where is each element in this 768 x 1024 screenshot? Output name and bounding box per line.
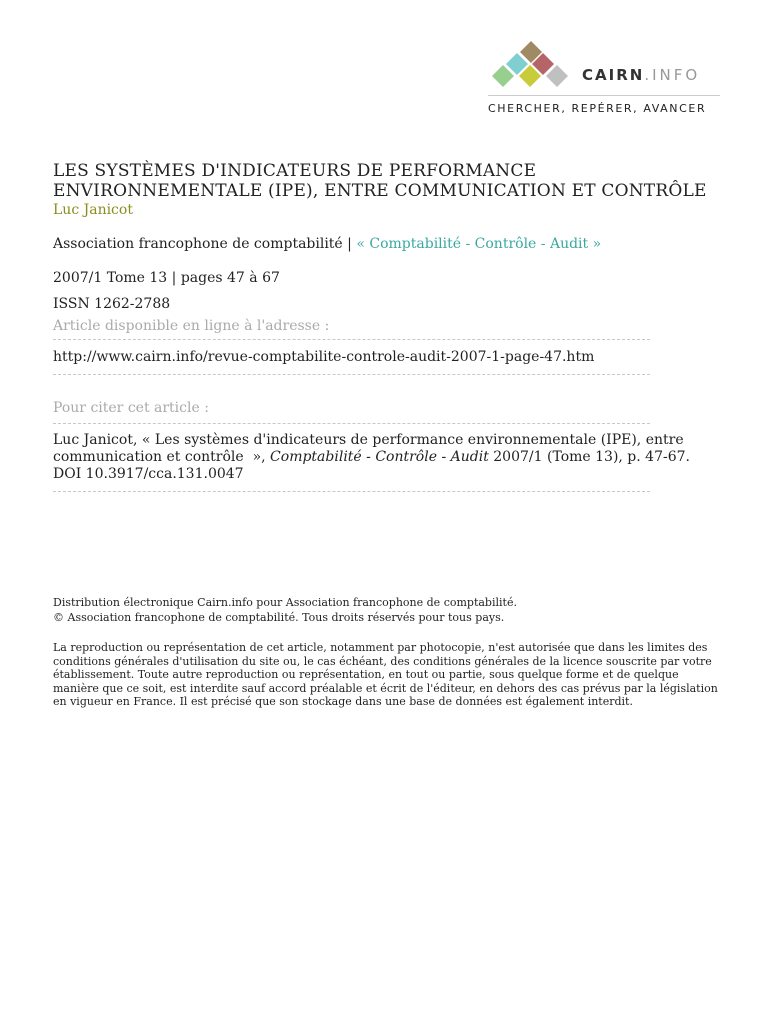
copyright-note: © Association francophone de comptabilité. Tous droits réservés pour tous pays.: [53, 611, 505, 624]
article-info: [53, 161, 721, 492]
reproduction-notice: La reproduction ou représentation de cet article, notamment par photocopie, n'est autorisée que dans les limites des conditions générales d'utilisation du site ou, le cas échéant, des conditions générales de la licence souscrite par votre établissement. Toute autre reproduction ou représentation, en tout ou partie, sous quelque forme et de quelque manière que ce soit, est interdite sauf accord préalable et écrit de l'éditeur, en dehors des cas prévus par la législation en vigueur en France. Il est précisé que son stockage dans une base de données est également interdit.: [53, 641, 718, 709]
article-url-link[interactable]: http://www.cairn.info/revue-comptabilite-controle-audit-2007-1-page-47.htm: [53, 349, 595, 365]
citation-journal: Comptabilité - Contrôle - Audit: [270, 449, 489, 465]
distribution-note: Distribution électronique Cairn.info pour Association francophone de comptabilité.: [53, 596, 517, 609]
cite-label: Pour citer cet article :: [53, 400, 209, 416]
publisher-separator: |: [342, 236, 357, 252]
cairn-brand: CAIRN: [582, 66, 645, 84]
cairn-brand-suffix: .INFO: [644, 66, 701, 84]
dashed-divider: [53, 374, 650, 375]
dashed-divider: [53, 339, 650, 340]
cairn-wordmark: [582, 66, 700, 84]
citation-suffix: 2007/1 (Tome 13), p. 47-67.: [488, 449, 690, 465]
logo-divider: [488, 95, 720, 96]
publisher-line: [53, 235, 721, 253]
citation-doi[interactable]: DOI 10.3917/cca.131.0047: [53, 466, 244, 482]
cairn-diamonds-icon: [486, 40, 576, 90]
publisher-name: Association francophone de comptabilité: [53, 236, 343, 252]
issn-info: ISSN 1262-2788: [53, 296, 171, 312]
article-title: LES SYSTÈMES D'INDICATEURS DE PERFORMANCE ENVIRONNEMENTALE (IPE), ENTRE COMMUNICATION ET CONTRÔLE: [53, 161, 707, 201]
dashed-divider: [53, 423, 650, 424]
cairn-tagline: CHERCHER, REPÉRER, AVANCER: [488, 102, 707, 115]
dashed-divider: [53, 491, 650, 492]
citation-text: [53, 432, 721, 483]
cairn-logo[interactable]: [486, 40, 722, 120]
citation-prefix: Luc Janicot, « Les systèmes d'indicateurs de performance environnementale (IPE), entre communication et contrôle »,: [53, 432, 689, 465]
journal-link[interactable]: « Comptabilité - Contrôle - Audit »: [356, 236, 602, 252]
legal-notes: [53, 595, 721, 709]
article-author[interactable]: Luc Janicot: [53, 202, 133, 218]
online-label: Article disponible en ligne à l'adresse :: [53, 318, 330, 334]
issue-info: 2007/1 Tome 13 | pages 47 à 67: [53, 270, 280, 286]
